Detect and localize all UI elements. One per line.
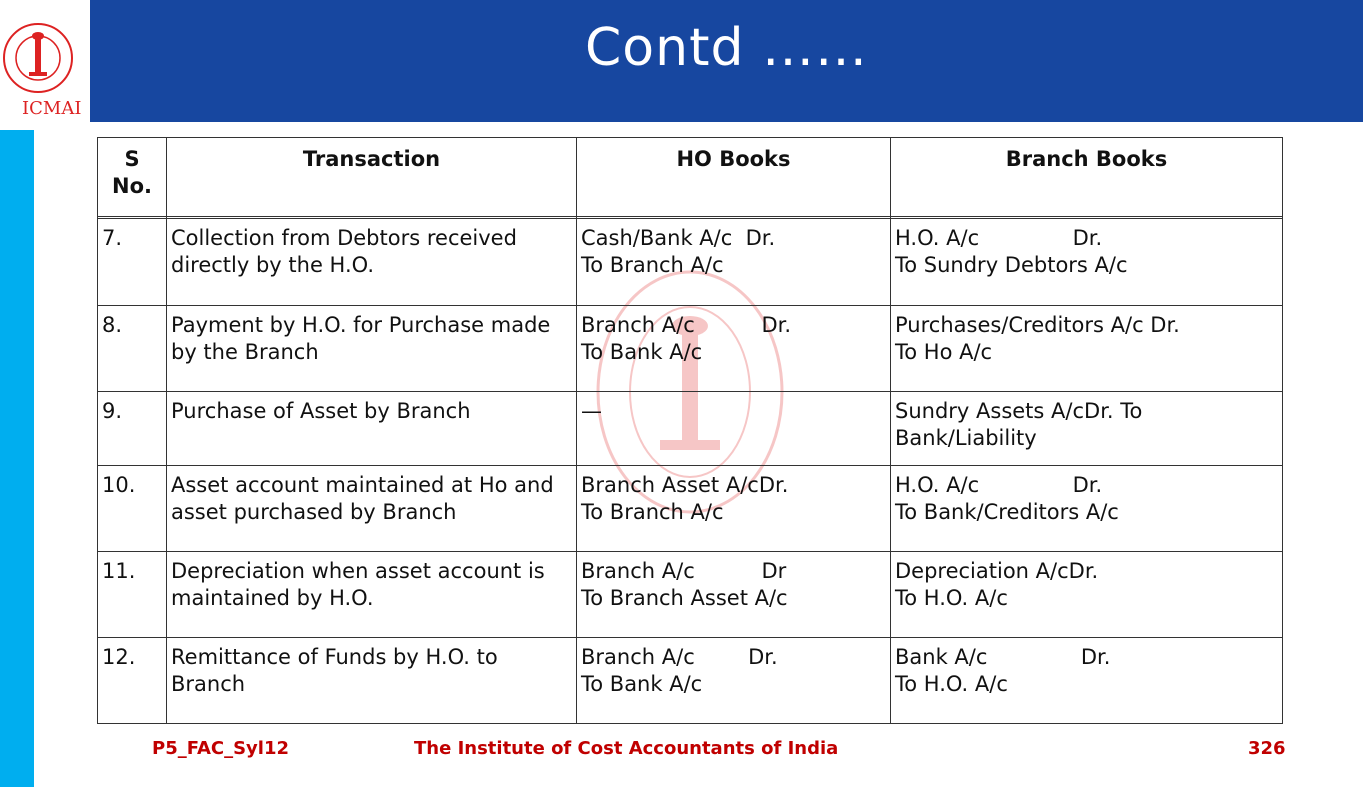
row-number: 9. xyxy=(98,392,167,466)
seal-icon xyxy=(0,0,90,123)
row-ho-entry: Branch A/c Dr. To Bank A/c xyxy=(577,306,891,392)
row-branch-entry: H.O. A/c Dr. To Sundry Debtors A/c xyxy=(891,219,1283,306)
row-ho-entry: Cash/Bank A/c Dr. To Branch A/c xyxy=(577,219,891,306)
institute-logo xyxy=(0,0,90,123)
footer-course-code: P5_FAC_Syl12 xyxy=(152,738,290,759)
row-transaction: Depreciation when asset account is maintained by H.O. xyxy=(167,552,577,638)
row-ho-entry: Branch A/c Dr. To Bank A/c xyxy=(577,638,891,724)
row-branch-entry: Purchases/Creditors A/c Dr. To Ho A/c xyxy=(891,306,1283,392)
transactions-table xyxy=(97,137,1283,724)
table-header-row xyxy=(98,138,1283,217)
row-number: 10. xyxy=(98,466,167,552)
row-branch-entry: H.O. A/c Dr. To Bank/Creditors A/c xyxy=(891,466,1283,552)
svg-text:ICMAI: ICMAI xyxy=(22,98,82,119)
row-transaction: Remittance of Funds by H.O. to Branch xyxy=(167,638,577,724)
row-ho-entry: — xyxy=(577,392,891,466)
page-title: Contd …… xyxy=(584,18,868,78)
header-branch-books: Branch Books xyxy=(891,138,1283,217)
row-branch-entry: Bank A/c Dr. To H.O. A/c xyxy=(891,638,1283,724)
header-ho-books: HO Books xyxy=(577,138,891,217)
row-number: 12. xyxy=(98,638,167,724)
table-row xyxy=(98,552,1283,638)
row-number: 11. xyxy=(98,552,167,638)
header-sno: S No. xyxy=(98,138,167,217)
row-transaction: Collection from Debtors received directly by the H.O. xyxy=(167,219,577,306)
table-row xyxy=(98,638,1283,724)
table-row xyxy=(98,392,1283,466)
table-row xyxy=(98,219,1283,306)
header-transaction: Transaction xyxy=(167,138,577,217)
row-branch-entry: Sundry Assets A/cDr. To Bank/Liability xyxy=(891,392,1283,466)
row-transaction: Payment by H.O. for Purchase made by the Branch xyxy=(167,306,577,392)
title-banner xyxy=(90,0,1363,122)
row-number: 8. xyxy=(98,306,167,392)
row-number: 7. xyxy=(98,219,167,306)
row-ho-entry: Branch Asset A/cDr. To Branch A/c xyxy=(577,466,891,552)
row-transaction: Purchase of Asset by Branch xyxy=(167,392,577,466)
table-row xyxy=(98,466,1283,552)
row-transaction: Asset account maintained at Ho and asset purchased by Branch xyxy=(167,466,577,552)
row-ho-entry: Branch A/c Dr To Branch Asset A/c xyxy=(577,552,891,638)
row-branch-entry: Depreciation A/cDr. To H.O. A/c xyxy=(891,552,1283,638)
footer-institute-name: The Institute of Cost Accountants of India xyxy=(414,738,839,759)
side-accent-bar xyxy=(0,130,34,787)
footer-page-number: 326 xyxy=(1248,738,1286,759)
table-row xyxy=(98,306,1283,392)
